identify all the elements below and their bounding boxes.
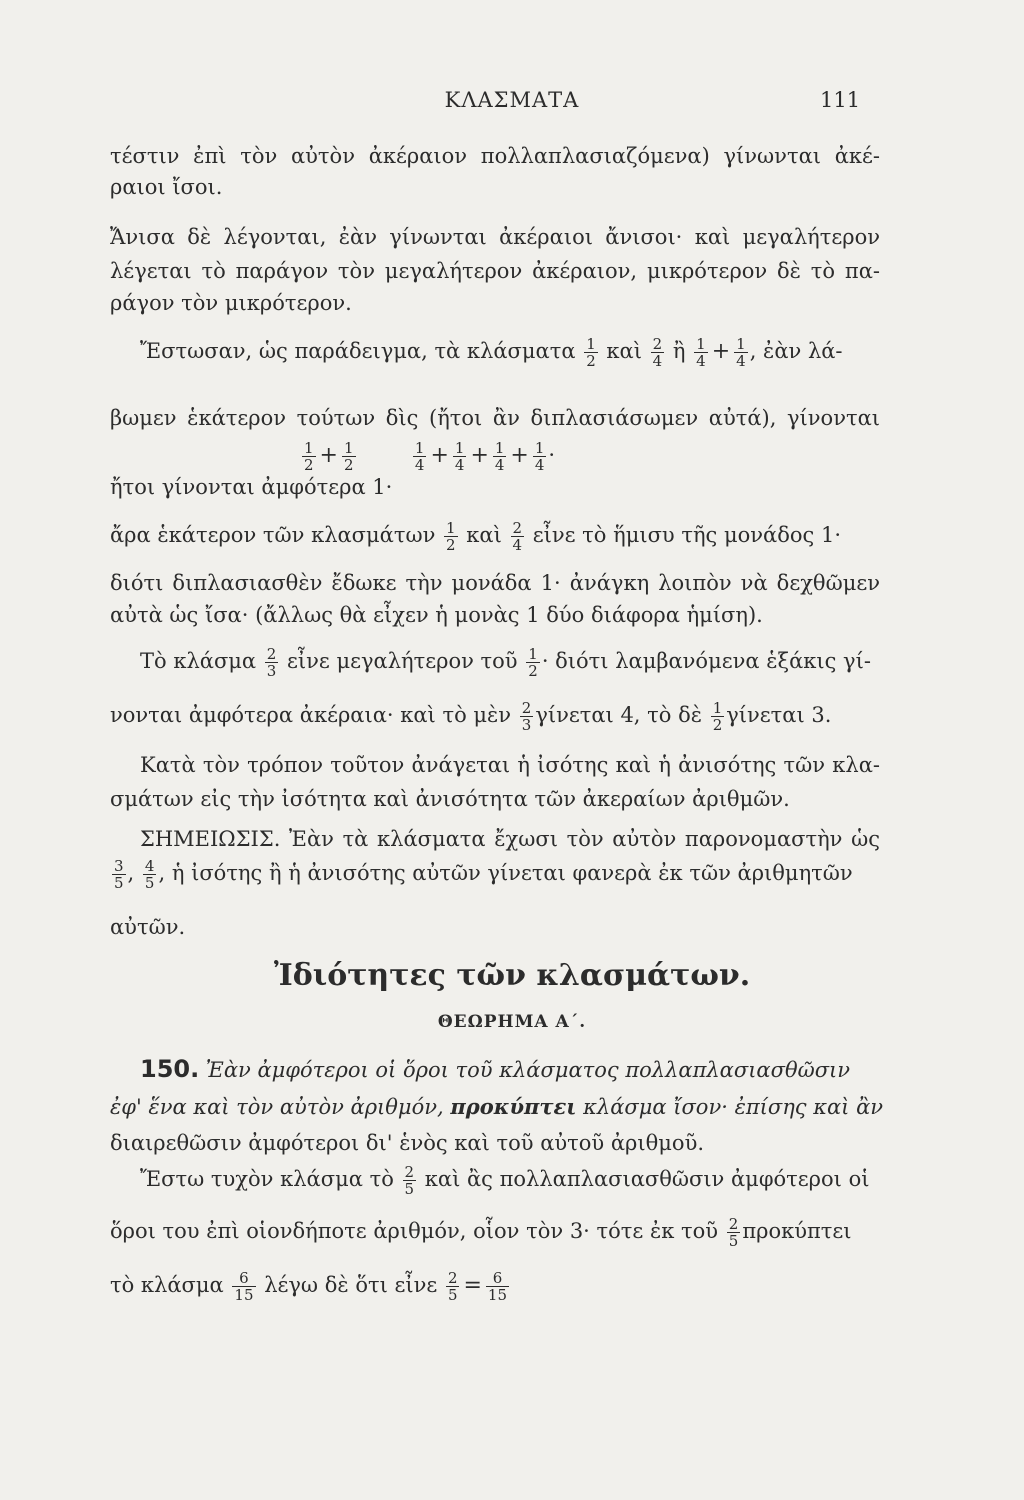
numerator: 4	[144, 857, 155, 875]
text: ἄρα ἑκάτερον τῶν κλασμάτων	[110, 523, 436, 547]
text: προκύπτει	[742, 1219, 852, 1243]
proof-line	[140, 1164, 910, 1197]
plus-sign: +	[711, 339, 731, 364]
text-line: σμάτων εἰς τὴν ἰσότητα καὶ ἀνισότητα τῶν ἀκεραίων ἀριθμῶν.	[110, 787, 790, 811]
text: εἶνε τὸ ἥμισυ τῆς μονάδος 1·	[532, 523, 841, 547]
text-line: βωμεν ἑκάτερον τούτων δὶς (ἤτοι ἂν διπλασιάσωμεν αὐτά), γίνονται	[110, 406, 880, 430]
comma: ,	[158, 861, 166, 885]
numerator: 2	[404, 1163, 415, 1181]
numerator: 2	[266, 645, 277, 663]
fraction-1-4	[453, 440, 467, 473]
numerator: 1	[343, 439, 354, 457]
text: ἢ	[672, 339, 686, 363]
text-line	[110, 700, 880, 733]
text: Τὸ κλάσμα	[140, 649, 257, 673]
numerator: 2	[447, 1269, 458, 1287]
text: Ἐὰν ἀμφότεροι οἱ ὅροι τοῦ κλάσματος πολλαπλασιασθῶσιν	[205, 1058, 851, 1082]
numerator: 2	[512, 519, 523, 537]
text: , ἐὰν λά-	[749, 339, 843, 363]
fraction-3-5	[112, 858, 126, 891]
numerator: 2	[521, 699, 532, 717]
denominator: 4	[652, 352, 663, 370]
example-line	[140, 336, 910, 369]
text: Ἔστωσαν, ὡς παράδειγμα, τὰ κλάσματα	[140, 339, 576, 363]
denominator: 2	[304, 456, 314, 474]
fraction-1-2	[302, 440, 316, 473]
proof-line	[110, 1270, 880, 1303]
denominator: 5	[144, 874, 155, 892]
article-number: 150.	[140, 1055, 200, 1083]
equals-sign: =	[463, 1273, 482, 1298]
fraction-2-5	[727, 1216, 741, 1249]
text: λέγω δὲ ὅτι εἶνε	[264, 1273, 438, 1297]
numerator: 1	[446, 519, 456, 537]
denominator: 3	[521, 716, 532, 734]
fraction-6-15	[232, 1270, 255, 1303]
numerator: 1	[494, 439, 505, 457]
denominator: 4	[512, 536, 523, 554]
text: νονται ἀμφότερα ἀκέραια· καὶ τὸ μὲν	[110, 703, 512, 727]
numerator: 1	[414, 439, 425, 457]
text-line: ἤτοι γίνονται ἀμφότερα 1·	[110, 475, 393, 499]
numerator: 3	[114, 857, 124, 875]
text: καὶ	[606, 339, 642, 363]
fraction-4-5	[143, 858, 157, 891]
text-line	[110, 858, 880, 891]
denominator: 15	[234, 1286, 254, 1304]
theorem-title: ΘΕΩΡΗΜΑ Α΄.	[437, 1012, 587, 1032]
fraction-1-2	[584, 336, 598, 369]
denominator: 4	[494, 456, 505, 474]
fraction-1-4	[413, 440, 427, 473]
numerator: 1	[304, 439, 314, 457]
fraction-2-3	[520, 700, 534, 733]
fraction-1-2	[526, 646, 540, 679]
plus-sign: +	[319, 443, 338, 468]
text-line	[140, 826, 880, 852]
theorem-line: διαιρεθῶσιν ἀμφότεροι δι' ἑνὸς καὶ τοῦ αὐτοῦ ἀριθμοῦ.	[110, 1131, 705, 1155]
numerator: 6	[492, 1269, 503, 1287]
fraction-1-4	[493, 440, 507, 473]
section-title: Ἰδιότητες τῶν κλασμάτων.	[273, 958, 751, 993]
denominator: 4	[736, 352, 746, 370]
numerator: 6	[239, 1269, 249, 1287]
text: ὅροι του ἐπὶ οἱονδήποτε ἀριθμόν, οἷον τὸν 3· τότε ἐκ τοῦ	[110, 1219, 719, 1243]
text: εἶνε μεγαλήτερον τοῦ	[287, 649, 518, 673]
numerator: 2	[728, 1215, 739, 1233]
denominator: 4	[534, 456, 545, 474]
text: προκύπτει	[450, 1094, 577, 1119]
text: · διότι λαμβανόμενα ἑξάκις γί-	[541, 649, 871, 673]
text-line	[140, 646, 910, 679]
text-line: ραιοι ἴσοι.	[110, 175, 223, 199]
numerator: 1	[712, 699, 723, 717]
text-line	[110, 520, 880, 553]
denominator: 3	[266, 662, 277, 680]
denominator: 15	[487, 1286, 508, 1304]
fraction-2-5	[446, 1270, 460, 1303]
text: τὸ κλάσμα	[110, 1273, 224, 1297]
page-number: 111	[820, 88, 861, 112]
numerator: 1	[454, 439, 465, 457]
fraction-2-3	[265, 646, 279, 679]
text: καὶ	[466, 523, 502, 547]
text: γίνεται 3.	[726, 703, 832, 727]
fraction-2-5	[403, 1164, 417, 1197]
numerator: 1	[534, 439, 545, 457]
fraction-2-4	[511, 520, 525, 553]
running-header: ΚΛΑΣΜΑΤΑ	[444, 88, 580, 112]
denominator: 5	[447, 1286, 458, 1304]
denominator: 5	[114, 874, 124, 892]
theorem-line	[140, 1056, 880, 1083]
plus-sign: +	[510, 443, 529, 468]
text-line: τέστιν ἐπὶ τὸν αὐτὸν ἀκέραιον πολλαπλασιαζόμενα) γίνωνται ἀκέ-	[110, 144, 880, 168]
denominator: 5	[404, 1180, 415, 1198]
text-line: λέγεται τὸ παράγον τὸν μεγαλήτερον ἀκέραιον, μικρότερον δὲ τὸ πα-	[110, 259, 880, 283]
numerator: 1	[528, 645, 538, 663]
dot: ·	[548, 443, 556, 467]
numerator: 1	[696, 335, 706, 353]
text: Ἔστω τυχὸν κλάσμα τὸ	[140, 1167, 394, 1191]
plus-sign: +	[470, 443, 489, 468]
denominator: 2	[586, 352, 596, 370]
text-line: Ἄνισα δὲ λέγονται, ἐὰν γίνωνται ἀκέραιοι ἄνισοι· καὶ μεγαλήτερον	[110, 225, 880, 249]
text: καὶ ἂς πολλαπλασιασθῶσιν ἀμφότεροι οἱ	[424, 1167, 870, 1191]
text-line: Κατὰ τὸν τρόπον τοῦτον ἀνάγεται ἡ ἰσότης καὶ ἡ ἀνισότης τῶν κλα-	[140, 753, 880, 777]
text: γίνεται 4, τὸ δὲ	[535, 703, 703, 727]
denominator: 2	[528, 662, 538, 680]
fraction-1-4	[694, 336, 708, 369]
comma: ,	[127, 861, 135, 885]
denominator: 4	[696, 352, 706, 370]
text-line: αὐτῶν.	[110, 915, 186, 939]
fraction-1-2	[711, 700, 725, 733]
text: ἐφ' ἕνα καὶ τὸν αὐτὸν ἀριθμόν,	[110, 1095, 444, 1119]
text: Ἐὰν τὰ κλάσματα ἔχωσι τὸν αὐτὸν παρονομαστὴν ὡς	[289, 827, 880, 851]
fraction-1-2	[342, 440, 356, 473]
plus-sign: +	[430, 443, 449, 468]
fraction-1-4	[533, 440, 547, 473]
numerator: 1	[586, 335, 596, 353]
fraction-sums	[300, 440, 700, 473]
fraction-1-2	[444, 520, 458, 553]
fraction-1-4	[734, 336, 748, 369]
text: κλάσμα ἴσον· ἐπίσης καὶ ἂν	[583, 1095, 884, 1119]
denominator: 5	[728, 1232, 739, 1250]
denominator: 2	[712, 716, 723, 734]
denominator: 2	[343, 456, 354, 474]
text-line: διότι διπλασιασθὲν ἔδωκε τὴν μονάδα 1· ἀνάγκη λοιπὸν νὰ δεχθῶμεν	[110, 571, 880, 595]
numerator: 2	[652, 335, 663, 353]
proof-line	[110, 1216, 880, 1249]
denominator: 4	[454, 456, 465, 474]
note-label: ΣΗΜΕΙΩΣΙΣ.	[140, 827, 281, 851]
text-line: αὐτὰ ὡς ἴσα· (ἄλλως θὰ εἶχεν ἡ μονὰς 1 δύο διάφορα ἡμίση).	[110, 603, 763, 627]
denominator: 2	[446, 536, 456, 554]
theorem-line	[110, 1094, 884, 1120]
text-line: ράγον τὸν μικρότερον.	[110, 291, 352, 315]
numerator: 1	[736, 335, 746, 353]
denominator: 4	[414, 456, 425, 474]
text: ἡ ἰσότης ἢ ἡ ἀνισότης αὐτῶν γίνεται φανερὰ ἐκ τῶν ἀριθμητῶν	[171, 861, 853, 885]
fraction-6-15	[486, 1270, 509, 1303]
fraction-2-4	[651, 336, 665, 369]
